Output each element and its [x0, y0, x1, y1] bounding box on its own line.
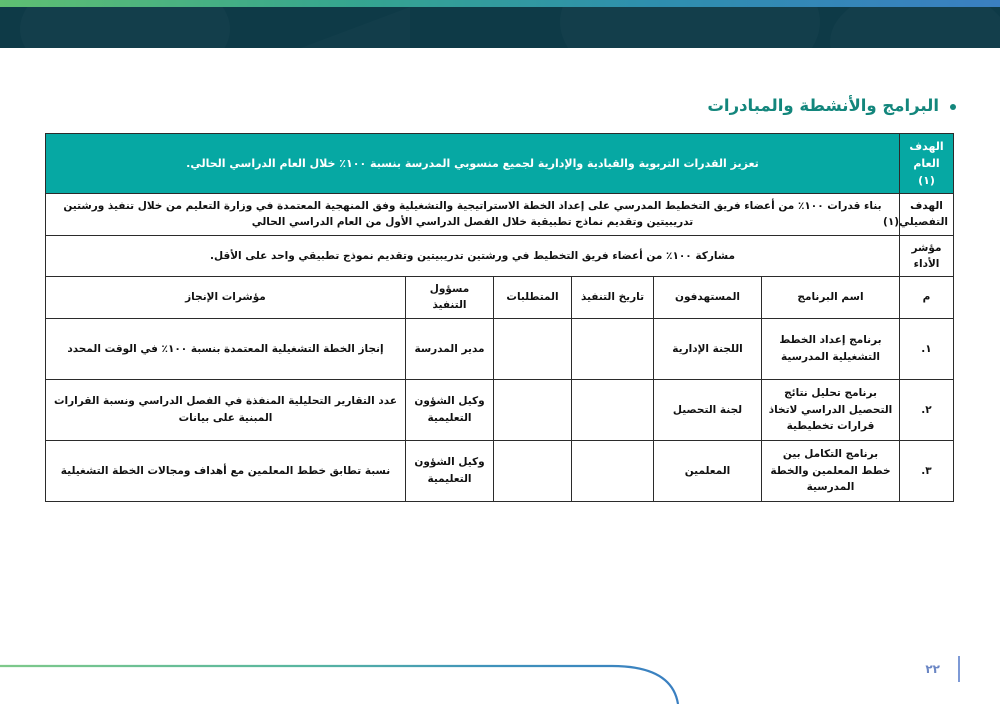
- row-date: [572, 440, 654, 501]
- table-row: [45, 318, 953, 379]
- row-target: المعلمين: [654, 440, 762, 501]
- table-row: [45, 379, 953, 440]
- row-owner: مدير المدرسة: [406, 318, 494, 379]
- row-kpi: إنجاز الخطة التشغيلية المعتمدة بنسبة ١٠٠٪ في الوقت المحدد: [45, 318, 405, 379]
- section-heading: [256, 96, 956, 115]
- row-target: لجنة التحصيل: [654, 379, 762, 440]
- row-requirements: [494, 379, 572, 440]
- general-goal-label-line1: الهدف العام: [909, 140, 944, 171]
- row-kpi: نسبة تطابق خطط المعلمين مع أهداف ومجالات الخطة التشغيلية: [45, 440, 405, 501]
- column-header-target: المستهدفون: [654, 277, 762, 319]
- band-decor-wedge: [250, 7, 410, 48]
- row-num: ٢.: [900, 379, 954, 440]
- row-owner: وكيل الشؤون التعليمية: [406, 440, 494, 501]
- row-num: ١.: [900, 318, 954, 379]
- row-program: برنامج إعداد الخطط التشغيلية المدرسية: [762, 318, 900, 379]
- column-header-row: [45, 277, 953, 319]
- bullet-icon: [950, 104, 956, 110]
- row-requirements: [494, 440, 572, 501]
- row-date: [572, 318, 654, 379]
- column-header-num: م: [900, 277, 954, 319]
- sub-goal-text-cell: بناء قدرات ١٠٠٪ من أعضاء فريق التخطيط المدرسي على إعداد الخطة الاستراتيجية والتشغيلية وفق المنهجية المعتمدة في وزارة التعليم من خلال تنفيذ ورشتين تدريبيتين وتقديم نماذج تطبيقية خلال الفصل الدراسي الأول من العام الدراسي الحالي: [45, 194, 899, 236]
- sub-goal-label-cell: [883, 194, 954, 236]
- band-decor-shape: [830, 7, 1000, 48]
- general-goal-label-cell: [900, 134, 954, 194]
- column-header-owner: مسؤول التنفيذ: [406, 277, 494, 319]
- table-row: [45, 440, 953, 501]
- kpi-label-cell: مؤشر الأداء: [900, 235, 954, 277]
- section-heading-label: البرامج والأنشطة والمبادرات: [707, 96, 939, 115]
- page-top-banner: [0, 0, 1000, 48]
- row-program: برنامج التكامل بين خطط المعلمين والخطة المدرسية: [762, 440, 900, 501]
- page-number: ٢٢: [925, 662, 940, 676]
- programs-activities-table: [45, 133, 954, 502]
- column-header-kpi: مؤشرات الإنجاز: [45, 277, 405, 319]
- row-target: اللجنة الإدارية: [654, 318, 762, 379]
- sub-goal-label-line1: الهدف: [910, 200, 943, 213]
- general-goal-row: [45, 134, 953, 194]
- sub-goal-row: [45, 194, 953, 236]
- footer-curve-decoration: [0, 634, 1000, 704]
- column-header-date: تاريخ التنفيذ: [572, 277, 654, 319]
- general-goal-text-cell: تعزيز القدرات التربوية والقيادية والإدارية لجميع منسوبي المدرسة بنسبة ١٠٠٪ خلال العام الدراسي الحالي.: [45, 134, 899, 194]
- row-num: ٣.: [900, 440, 954, 501]
- row-owner: وكيل الشؤون التعليمية: [406, 379, 494, 440]
- row-kpi: عدد التقارير التحليلية المنفذة في الفصل الدراسي ونسبة القرارات المبنية على بيانات: [45, 379, 405, 440]
- column-header-program: اسم البرنامج: [762, 277, 900, 319]
- band-decor-shape: [20, 7, 230, 48]
- dark-header-band: [0, 7, 1000, 48]
- page-number-divider: [958, 656, 960, 682]
- page-footer: [0, 634, 1000, 704]
- kpi-row: [45, 235, 953, 277]
- row-program: برنامج تحليل نتائج التحصيل الدراسي لاتخاذ قرارات تخطيطية: [762, 379, 900, 440]
- column-header-requirements: المتطلبات: [494, 277, 572, 319]
- row-requirements: [494, 318, 572, 379]
- row-date: [572, 379, 654, 440]
- gradient-accent-strip: [0, 0, 1000, 7]
- programs-table-container: [46, 133, 954, 502]
- band-decor-shape: [560, 7, 820, 48]
- kpi-text-cell: مشاركة ١٠٠٪ من أعضاء فريق التخطيط في ورشتين تدريبيتين وتقديم نموذج تطبيقي واحد على الأقل.: [45, 235, 899, 277]
- general-goal-label-line2: (١): [918, 174, 935, 188]
- sub-goal-label-line2: التفصيلي(١): [883, 216, 948, 229]
